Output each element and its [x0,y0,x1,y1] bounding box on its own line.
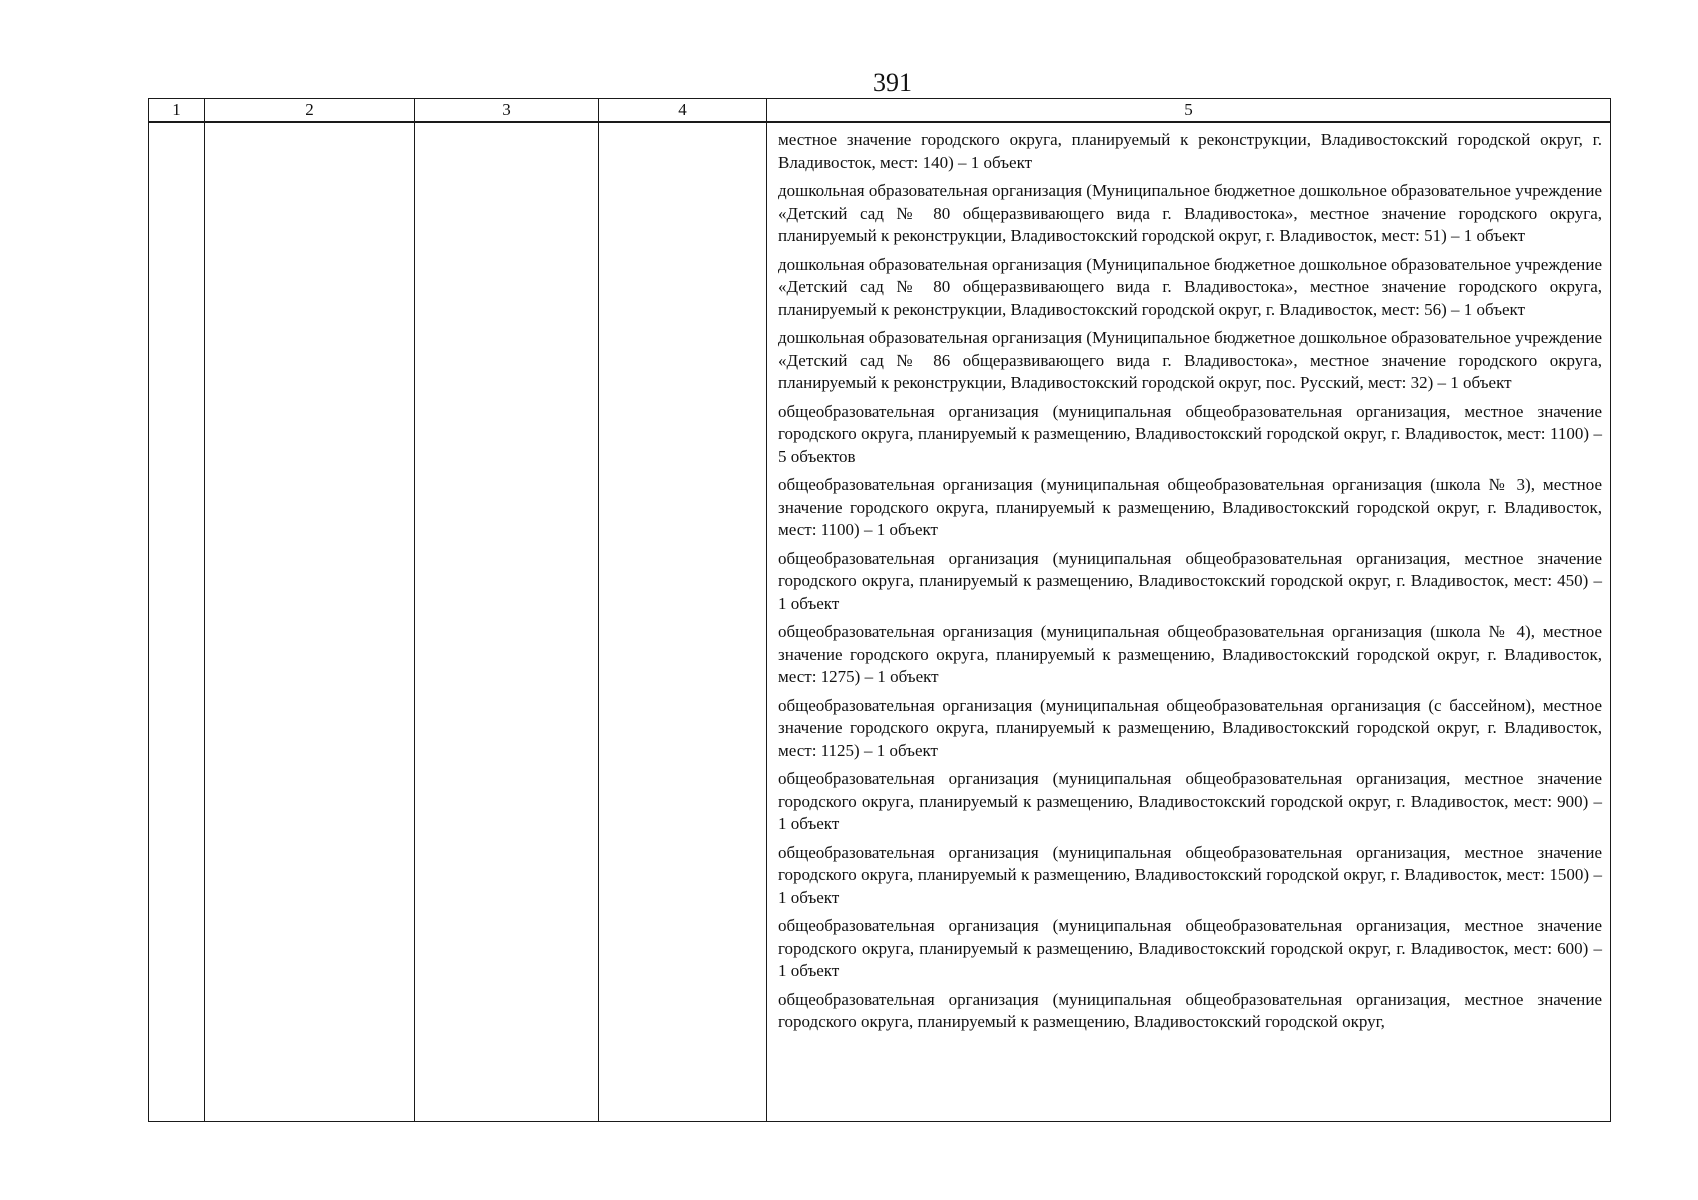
cell-col-4 [599,122,767,1122]
entry-text: общеобразовательная организация (муниципальная общеобразовательная организация, местное значение городского округа, планируемый к размещению, Владивостокский городской округ, г. Владивосток, мест: 1500) – 1 объект [778,842,1602,907]
column-header-2: 2 [205,99,415,123]
cell-col-5 [767,122,1611,1122]
entry-text: общеобразовательная организация (муниципальная общеобразовательная организация (школа № 4), местное значение городского округа, планируемый к размещению, Владивостокский городской округ, г. Владивосток, мест: 1275) – 1 объект [778,622,1602,686]
entry-text: общеобразовательная организация (муниципальная общеобразовательная организация, местное значение городского округа, планируемый к размещению, Владивостокский городской округ, г. Владивосток, мест: 900) – 1 объект [778,769,1602,833]
entry-text: общеобразовательная организация (муниципальная общеобразовательная организация (с бассейном), местное значение городского округа, планируемый к размещению, Владивостокский городской округ, г. Владивосток, мест: 1125) – 1 объект [778,695,1602,760]
entry-text: общеобразовательная организация (муниципальная общеобразовательная организация (школа № 3), местное значение городского округа, планируемый к размещению, Владивостокский городской округ, г. Владивосток, мест: 1100) – 1 объект [778,475,1602,539]
cell-col-2 [205,122,415,1122]
column-header-5: 5 [767,99,1611,123]
entry-text: общеобразовательная организация (муниципальная общеобразовательная организация, местное значение городского округа, планируемый к размещению, Владивостокский городской округ, г. Владивосток, мест: 600) – 1 объект [778,916,1602,980]
document-table [148,98,1611,1122]
entry-text: общеобразовательная организация (муниципальная общеобразовательная организация, местное значение городского округа, планируемый к размещению, Владивостокский городской округ, г. Владивосток, мест: 450) – 1 объект [778,548,1602,613]
table-row [149,122,1611,1122]
column-header-1: 1 [149,99,205,123]
entry-text: общеобразовательная организация (муниципальная общеобразовательная организация, местное значение городского округа, планируемый к размещению, Владивостокский городской округ, г. Владивосток, мест: 1100) – 5 объектов [778,401,1602,466]
entry-text: местное значение городского округа, планируемый к реконструкции, Владивостокский городской округ, г. Владивосток, мест: 140) – 1 объект [778,130,1602,172]
page-number: 391 [873,68,912,97]
cell-col-3 [415,122,599,1122]
entry-text: общеобразовательная организация (муниципальная общеобразовательная организация, местное значение городского округа, планируемый к размещению, Владивостокский городской округ, [778,989,1602,1031]
column-header-4: 4 [599,99,767,123]
column-header-3: 3 [415,99,599,123]
entry-text: дошкольная образовательная организация (Муниципальное бюджетное дошкольное образовательное учреждение «Детский сад № 86 общеразвивающего вида г. Владивостока», местное значение городского округа, планируемый к реконструкции, Владивостокский городской округ, пос. Русский, мест: 32) – 1 объект [778,328,1602,392]
entry-text: дошкольная образовательная организация (Муниципальное бюджетное дошкольное образовательное учреждение «Детский сад № 80 общеразвивающего вида г. Владивостока», местное значение городского округа, планируемый к реконструкции, Владивостокский городской округ, г. Владивосток, мест: 56) – 1 объект [778,254,1602,319]
table-header-row [149,99,1611,123]
cell-col-1 [149,122,205,1122]
table-header [149,99,1611,123]
entry-text: дошкольная образовательная организация (Муниципальное бюджетное дошкольное образовательное учреждение «Детский сад № 80 общеразвивающего вида г. Владивостока», местное значение городского округа, планируемый к реконструкции, Владивостокский городской округ, г. Владивосток, мест: 51) – 1 объект [778,181,1602,245]
table-body [149,122,1611,1122]
